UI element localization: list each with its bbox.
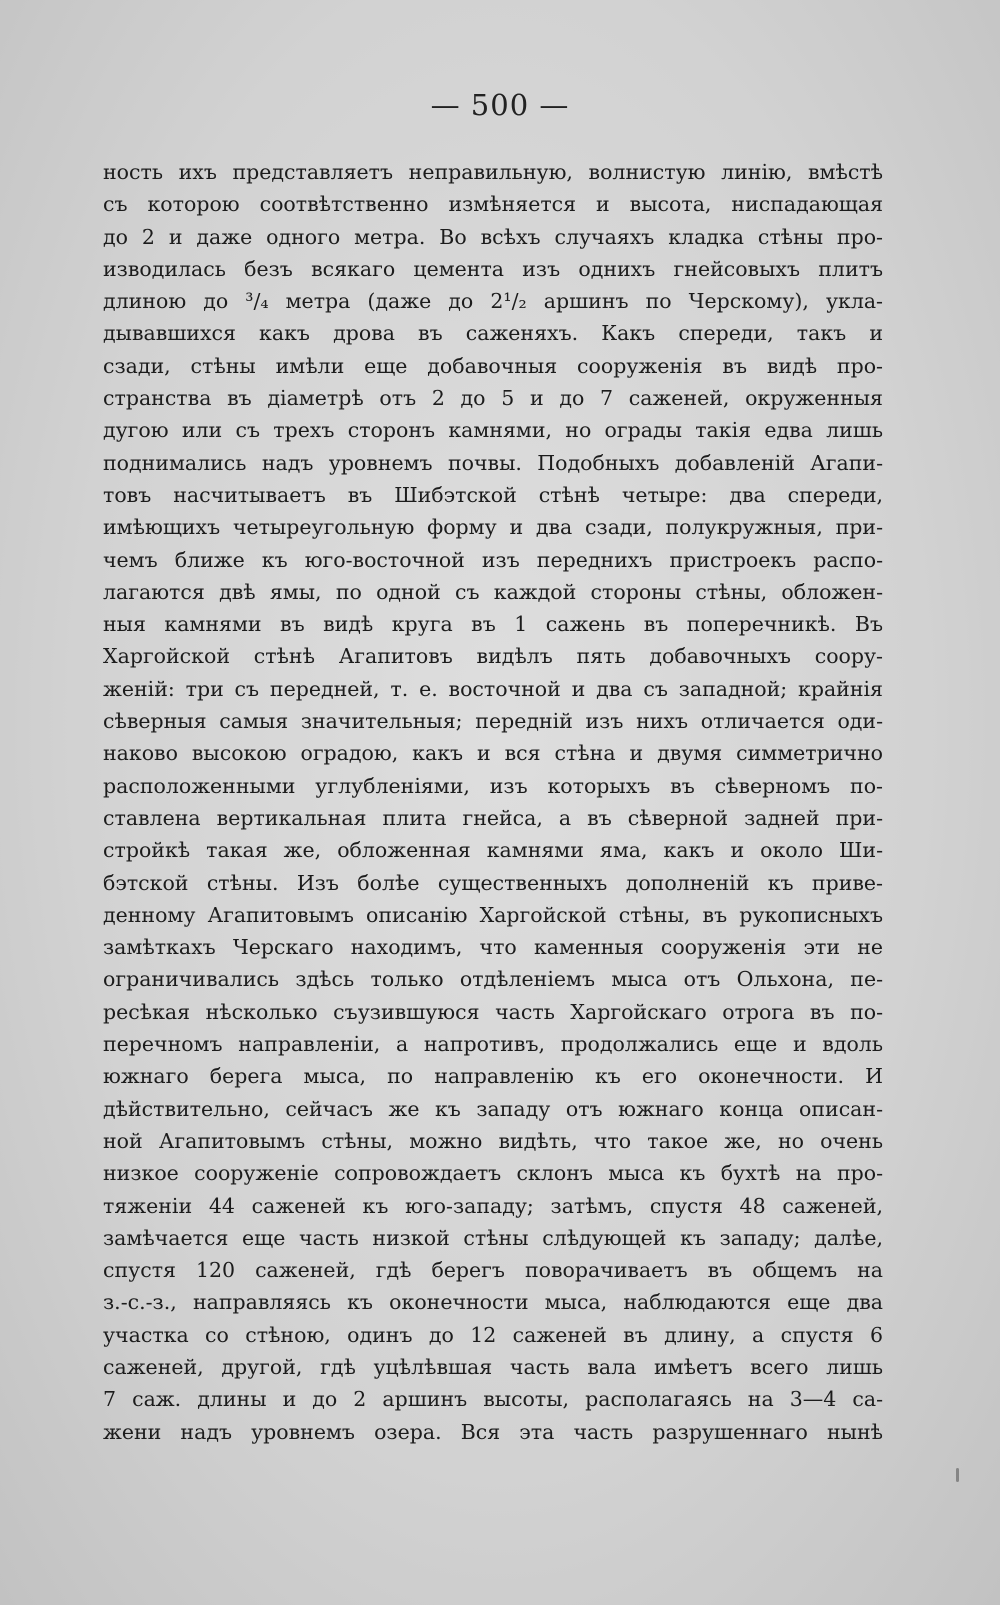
text-line: сѣверныя самыя значительныя; передній изъ нихъ отличается оди- (103, 709, 883, 734)
text-line: замѣчается еще часть низкой стѣны слѣдующей къ западу; далѣе, (103, 1225, 883, 1250)
text-line: странства въ діаметрѣ отъ 2 до 5 и до 7 саженей, окруженныя (103, 386, 883, 411)
text-line: дывавшихся какъ дрова въ саженяхъ. Какъ спереди, такъ и (103, 321, 883, 346)
body-text (103, 156, 883, 1448)
page-number: — 500 — (430, 88, 570, 122)
text-line: перечномъ направленіи, а напротивъ, продолжались еще и вдоль (103, 1032, 883, 1057)
text-line: до 2 и даже одного метра. Во всѣхъ случаяхъ кладка стѣны про- (103, 224, 883, 249)
text-line: участка со стѣною, одинъ до 12 саженей въ длину, а спустя 6 (103, 1322, 883, 1347)
text-line: з.-с.-з., направляясь къ оконечности мыса, наблюдаются еще два (103, 1290, 883, 1315)
text-line: стройкѣ такая же, обложенная камнями яма, какъ и около Ши- (103, 838, 883, 863)
text-line: замѣткахъ Черскаго находимъ, что каменныя сооруженія эти не (103, 935, 883, 960)
text-line: ной Агапитовымъ стѣны, можно видѣть, что такое же, но очень (103, 1128, 883, 1153)
paper-speck (956, 1468, 959, 1482)
text-line: Харгойской стѣнѣ Агапитовъ видѣлъ пять добавочныхъ соору- (103, 644, 883, 669)
text-line: расположенными углубленіями, изъ которыхъ въ сѣверномъ по- (103, 773, 883, 798)
text-line: имѣющихъ четыреугольную форму и два сзади, полукружныя, при- (103, 515, 883, 540)
text-line: дѣйствительно, сейчасъ же къ западу отъ южнаго конца описан- (103, 1096, 883, 1121)
text-line: длиною до ³/₄ метра (даже до 2¹/₂ аршинъ по Черскому), укла- (103, 289, 883, 314)
text-line: товъ насчитываетъ въ Шибэтской стѣнѣ четыре: два спереди, (103, 482, 883, 507)
text-line: бэтской стѣны. Изъ болѣе существенныхъ дополненій къ приве- (103, 870, 883, 895)
text-line: денному Агапитовымъ описанію Харгойской стѣны, въ рукописныхъ (103, 902, 883, 927)
text-line: чемъ ближе къ юго-восточной изъ переднихъ пристроекъ распо- (103, 547, 883, 572)
text-line: сзади, стѣны имѣли еще добавочныя сооруженія въ видѣ про- (103, 353, 883, 378)
text-line: тяженіи 44 саженей къ юго-западу; затѣмъ, спустя 48 саженей, (103, 1193, 883, 1218)
text-line: саженей, другой, гдѣ уцѣлѣвшая часть вала имѣетъ всего лишь (103, 1354, 883, 1379)
text-line: поднимались надъ уровнемъ почвы. Подобныхъ добавленій Агапи- (103, 450, 883, 475)
text-line: ограничивались здѣсь только отдѣленіемъ мыса отъ Ольхона, пе- (103, 967, 883, 992)
text-line: изводилась безъ всякаго цемента изъ однихъ гнейсовыхъ плитъ (103, 256, 883, 281)
text-line: лагаются двѣ ямы, по одной съ каждой стороны стѣны, обложен- (103, 579, 883, 604)
text-line: ныя камнями въ видѣ круга въ 1 сажень въ поперечникѣ. Въ (103, 612, 883, 637)
text-line: низкое сооруженіе сопровождаетъ склонъ мыса къ бухтѣ на про- (103, 1161, 883, 1186)
text-line: ставлена вертикальная плита гнейса, а въ сѣверной задней при- (103, 805, 883, 830)
text-line: ресѣкая нѣсколько съузившуюся часть Харгойскаго отрога въ по- (103, 999, 883, 1024)
text-line: южнаго берега мыса, по направленію къ его оконечности. И (103, 1064, 883, 1089)
text-line: съ которою соотвѣтственно измѣняется и высота, ниспадающая (103, 192, 883, 217)
text-line: жени надъ уровнемъ озера. Вся эта часть разрушеннаго нынѣ (103, 1419, 883, 1444)
text-line: дугою или съ трехъ сторонъ камнями, но ограды такія едва лишь (103, 418, 883, 443)
text-line: женій: три съ передней, т. е. восточной и два съ западной; крайнія (103, 676, 883, 701)
text-line: наково высокою оградою, какъ и вся стѣна и двумя симметрично (103, 741, 883, 766)
text-line: ность ихъ представляетъ неправильную, волнистую линію, вмѣстѣ (103, 160, 883, 184)
text-line: 7 саж. длины и до 2 аршинъ высоты, располагаясь на 3—4 са- (103, 1387, 883, 1412)
text-line: спустя 120 саженей, гдѣ берегъ поворачиваетъ въ общемъ на (103, 1258, 883, 1283)
